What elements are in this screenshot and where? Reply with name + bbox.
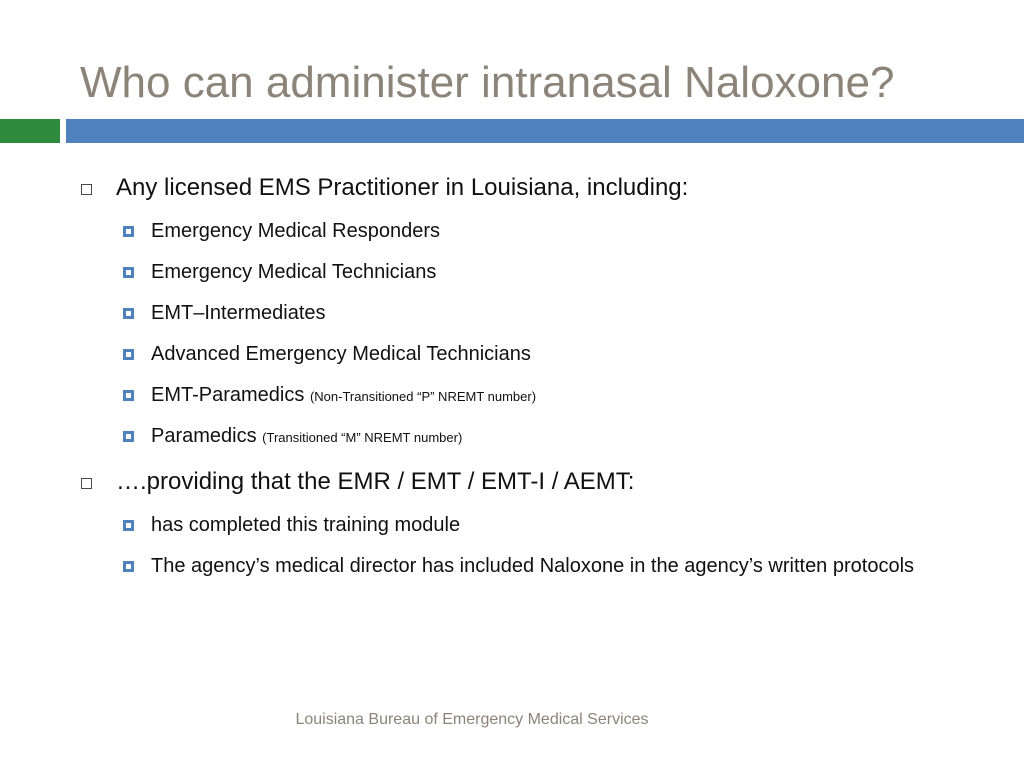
filled-square-bullet-icon [123,520,134,531]
filled-square-bullet-icon [123,390,134,401]
filled-square-bullet-icon [123,431,134,442]
slide-footer: Louisiana Bureau of Emergency Medical Services [295,711,649,728]
bullet-providing-that: ….providing that the EMR / EMT / EMT-I / AEMT: [116,468,635,495]
filled-square-bullet-icon [123,226,134,237]
slide-title: Who can administer intranasal Naloxone? [80,58,895,107]
sub-bullet-item-text: EMT-Paramedics [151,384,305,406]
filled-square-bullet-icon [123,349,134,360]
hollow-square-bullet-icon [81,184,92,195]
sub-bullet-item: EMT–Intermediates [151,302,326,324]
sub-bullet-item-note: (Non-Transitioned “P” NREMT number) [309,389,537,404]
bullet-licensed-practitioners: Any licensed EMS Practitioner in Louisiana, including: [116,174,689,201]
sub-bullet-item: Advanced Emergency Medical Technicians [151,343,531,365]
title-accent-bar-green [0,119,60,143]
filled-square-bullet-icon [123,308,134,319]
title-accent-bar-blue [66,119,1024,143]
filled-square-bullet-icon [123,561,134,572]
sub-bullet-item-note: (Transitioned “M” NREMT number) [262,430,463,445]
sub-bullet-item: The agency’s medical director has included Naloxone in the agency’s written protocols [151,555,915,577]
sub-bullet-item: Emergency Medical Technicians [151,261,437,283]
sub-bullet-item [151,379,536,413]
sub-bullet-item-text: Paramedics [151,425,257,447]
hollow-square-bullet-icon [81,478,92,489]
sub-bullet-item: Emergency Medical Responders [151,220,441,242]
sub-bullet-item [151,420,462,454]
sub-bullet-item: has completed this training module [151,514,461,536]
filled-square-bullet-icon [123,267,134,278]
